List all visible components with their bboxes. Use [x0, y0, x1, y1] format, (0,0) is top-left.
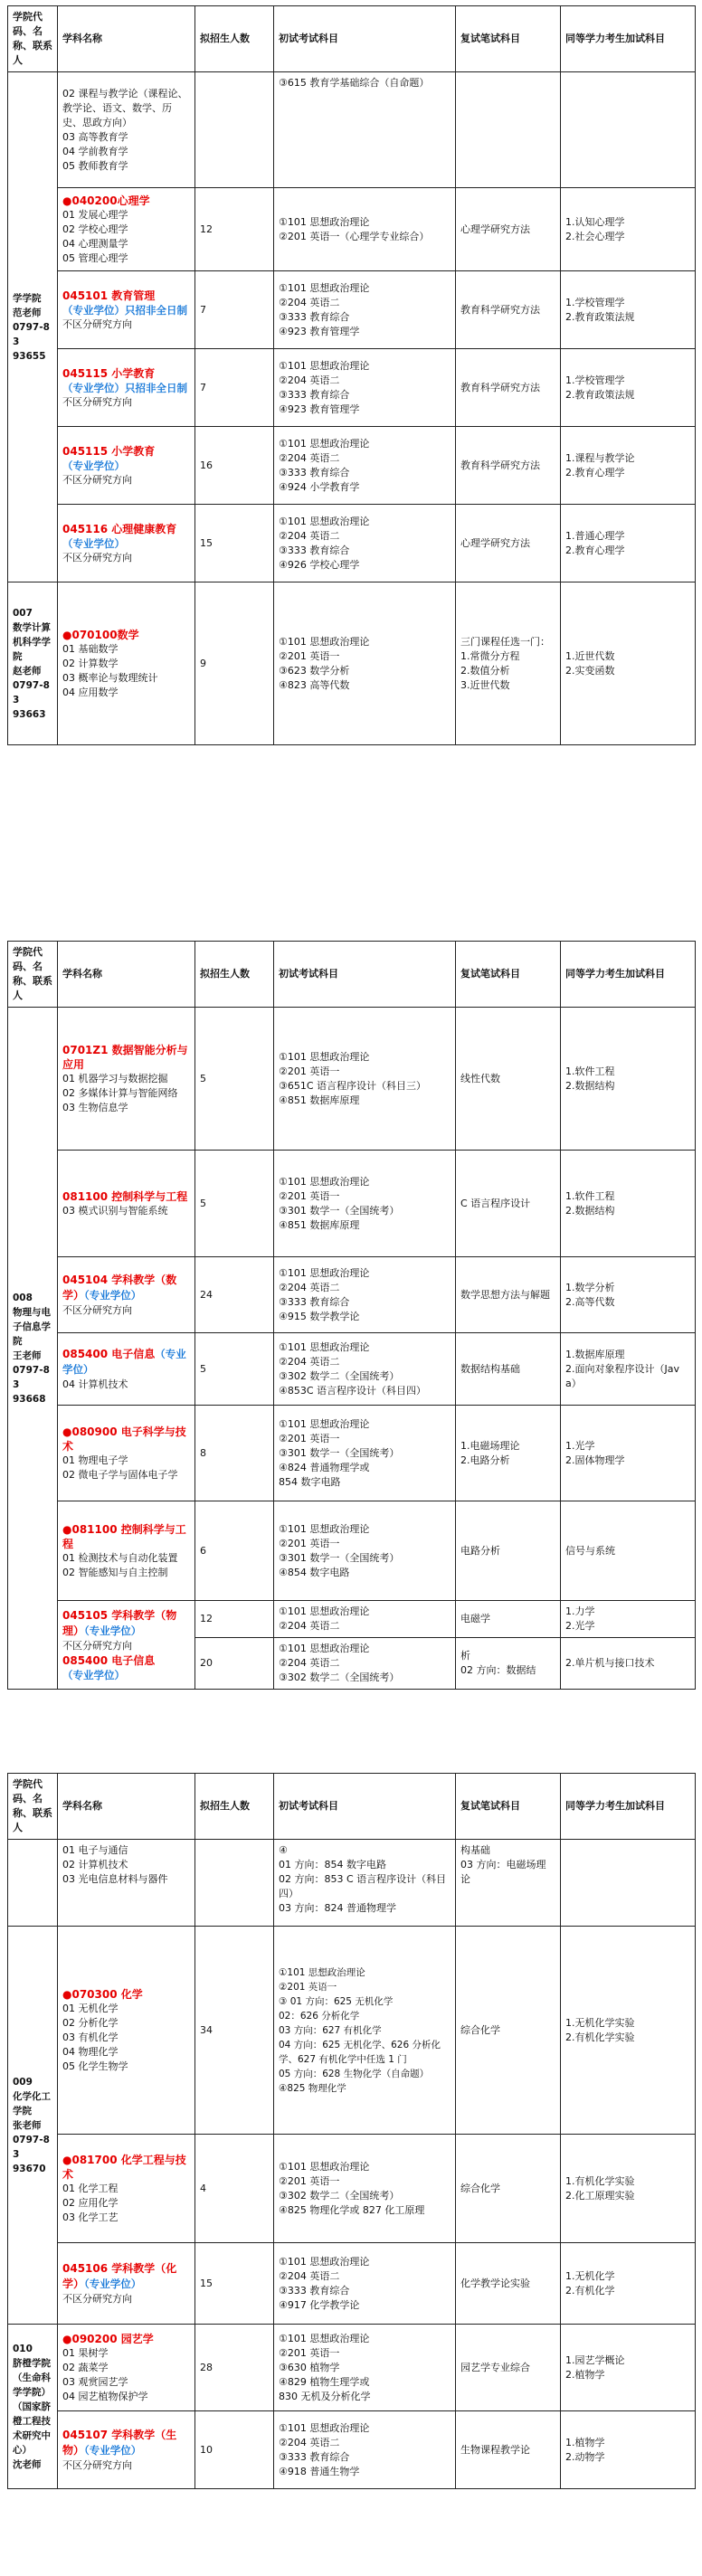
admissions-table-1	[7, 5, 696, 745]
table-row: 045115 小学教育 （专业学位）只招非全日制 不区分研究方向 7 ①101 思想政治理论 ②204 英语二 ③333 教育综合 ④923 教育管理学 教育科学研究方法 1.学校管理学 2.教育政策法规	[8, 349, 696, 427]
subject-cell: 045105 学科教学（物理）（专业学位） 不区分研究方向 085400 电子信息 （专业学位）	[58, 1601, 195, 1690]
table-row: 085400 电子信息（专业学位） 04 计算机技术 5 ①101 思想政治理论 ②204 英语二 ③302 数学二（全国统考） ④853C 语言程序设计（科目四） 数据结构基础 1.数据库原理 2.面向对象程序设计（Java）	[8, 1333, 696, 1406]
dept-cell: 学学院 范老师 0797-83 93655	[8, 72, 58, 582]
table-row	[8, 72, 696, 188]
table-row: ●080900 电子科学与技术 01 物理电子学 02 微电子学与固体电子学 8 ①101 思想政治理论 ②201 英语一 ③301 数学一（全国统考） ④824 普通物理学或 854 数字电路 1.电磁场理论 2.电路分析 1.光学 2.固体物理学	[8, 1406, 696, 1501]
header-dept: 学院代码、名称、联系人	[8, 6, 58, 72]
subject-cell: ●040200心理学 01 发展心理学 02 学校心理学 04 心理测量学 05 管理心理学	[58, 188, 195, 271]
header-row: 学院代码、名称、联系人 学科名称 拟招生人数 初试考试科目 复试笔试科目 同等学力考生加试科目	[8, 942, 696, 1008]
subject-cell: 045115 小学教育 （专业学位）只招非全日制 不区分研究方向	[58, 349, 195, 427]
table-row: ●081100 控制科学与工程 01 检测技术与自动化装置 02 智能感知与自主控制 6 ①101 思想政治理论 ②201 英语一 ③301 数学一（全国统考） ④854 数字电路 电路分析 信号与系统	[8, 1501, 696, 1601]
table-row: 045115 小学教育 （专业学位） 不区分研究方向 16 ①101 思想政治理论 ②204 英语二 ③333 教育综合 ④924 小学教育学 教育科学研究方法 1.课程与教学论 2.教育心理学	[8, 427, 696, 505]
page-1	[0, 5, 702, 745]
table-row: 081100 控制科学与工程 03 模式识别与智能系统 5 ①101 思想政治理论 ②201 英语一 ③301 数学一（全国统考） ④851 数据库原理 C 语言程序设计 1.软件工程 2.数据结构	[8, 1151, 696, 1257]
subject-cell: 02 课程与教学论（课程论、教学论、语文、数学、历史、思政方向） 03 高等教育学 04 学前教育学 05 教师教育学	[58, 72, 195, 188]
table-row: 045104 学科教学（数学）（专业学位） 不区分研究方向 24 ①101 思想政治理论 ②204 英语二 ③333 教育综合 ④915 数学教学论 数学思想方法与解题 1.数学分析 2.高等代数	[8, 1257, 696, 1333]
header-retest: 复试笔试科目	[456, 6, 561, 72]
header-quota: 拟招生人数	[195, 6, 274, 72]
subject-cell: ●081700 化学工程与技术 01 化学工程 02 应用化学 03 化学工艺	[58, 2135, 195, 2243]
subject-cell: 045101 教育管理 （专业学位）只招非全日制 不区分研究方向	[58, 271, 195, 349]
subject-cell: 081100 控制科学与工程 03 模式识别与智能系统	[58, 1151, 195, 1257]
page-3	[0, 1773, 702, 2489]
subject-cell: 045104 学科教学（数学）（专业学位） 不区分研究方向	[58, 1257, 195, 1333]
subject-cell: ●080900 电子科学与技术 01 物理电子学 02 微电子学与固体电子学	[58, 1406, 195, 1501]
table-row: 045116 心理健康教育 （专业学位） 不区分研究方向 15 ①101 思想政治理论 ②204 英语二 ③333 教育综合 ④926 学校心理学 心理学研究方法 1.普通心理学 2.教育心理学	[8, 505, 696, 582]
dept-cell: 007 数学计算机科学学院 赵老师 0797-83 93663	[8, 582, 58, 745]
subject-cell: 085400 电子信息（专业学位） 04 计算机技术	[58, 1333, 195, 1406]
exam-cell: ③615 教育学基础综合（自命题）	[274, 72, 456, 188]
table-row: 009 化学化工学院 张老师 0797-83 93670 ●070300 化学 01 无机化学 02 分析化学 03 有机化学 04 物理化学 05 化学生物学 34 ①101 思想政治理论 ②201 英语一 ③ 01 方向：625 无机化学 02：626 分析化学 03 方向：627 有机化学 04 方向：625 无机化学、626 分析化学、627 有机化学中任选 1 门 05 方向：628 生物化学（自命题） ④825 物理化学 综合化学 1.无机化学实验 2.有机化学实验	[8, 1927, 696, 2135]
dept-cell: 010 脐橙学院（生命科学学院）（国家脐橙工程技术研究中心） 沈老师	[8, 2325, 58, 2489]
header-row: 学院代码、名称、联系人 学科名称 拟招生人数 初试考试科目 复试笔试科目 同等学力考生加试科目	[8, 1774, 696, 1840]
subject-cell: 045106 学科教学（化学）（专业学位） 不区分研究方向	[58, 2243, 195, 2325]
subject-cell: ●070100数学 01 基础数学 02 计算数学 03 概率论与数理统计 04 应用数学	[58, 582, 195, 745]
table-row: 007 数学计算机科学学院 赵老师 0797-83 93663 ●070100数学 01 基础数学 02 计算数学 03 概率论与数理统计 04 应用数学 9 ①101 思想政治理论 ②201 英语一 ③623 数学分析 ④823 高等代数 三门课程任选一门： 1.常微分方程 2.数值分析 3.近世代数 1.近世代数 2.实变函数	[8, 582, 696, 745]
subject-cell: 045107 学科教学（生物）（专业学位） 不区分研究方向	[58, 2411, 195, 2489]
table-row: 045106 学科教学（化学）（专业学位） 不区分研究方向 15 ①101 思想政治理论 ②204 英语二 ③333 教育综合 ④917 化学教学论 化学教学论实验 1.无机化学 2.有机化学	[8, 2243, 696, 2325]
header-subject: 学科名称	[58, 6, 195, 72]
table-row: ●040200心理学 01 发展心理学 02 学校心理学 04 心理测量学 05 管理心理学 12 ①101 思想政治理论 ②201 英语一（心理学专业综合） 心理学研究方法 1.认知心理学 2.社会心理学	[8, 188, 696, 271]
admissions-table-2	[7, 941, 696, 1690]
table-row: ●081700 化学工程与技术 01 化学工程 02 应用化学 03 化学工艺 4 ①101 思想政治理论 ②201 英语一 ③302 数学二（全国统考） ④825 物理化学或 827 化工原理 综合化学 1.有机化学实验 2.化工原理实验	[8, 2135, 696, 2243]
subject-cell: ●090200 园艺学 01 果树学 02 蔬菜学 03 观赏园艺学 04 园艺植物保护学	[58, 2325, 195, 2411]
table-row: 045107 学科教学（生物）（专业学位） 不区分研究方向 10 ①101 思想政治理论 ②204 英语二 ③333 教育综合 ④918 普通生物学 生物课程教学论 1.植物学 2.动物学	[8, 2411, 696, 2489]
admissions-table-3	[7, 1773, 696, 2489]
subject-cell: 01 电子与通信 02 计算机技术 03 光电信息材料与器件	[58, 1840, 195, 1927]
subject-cell: 0701Z1 数据智能分析与应用 01 机器学习与数据挖掘 02 多媒体计算与智能网络 03 生物信息学	[58, 1008, 195, 1151]
subject-cell: ●070300 化学 01 无机化学 02 分析化学 03 有机化学 04 物理化学 05 化学生物学	[58, 1927, 195, 2135]
subject-cell: ●081100 控制科学与工程 01 检测技术与自动化装置 02 智能感知与自主控制	[58, 1501, 195, 1601]
subject-cell: 045115 小学教育 （专业学位） 不区分研究方向	[58, 427, 195, 505]
table-row: 008 物理与电子信息学院 王老师 0797-83 93668 0701Z1 数据智能分析与应用 01 机器学习与数据挖掘 02 多媒体计算与智能网络 03 生物信息学 5 ①101 思想政治理论 ②201 英语一 ③651C 语言程序设计（科目三） ④851 数据库原理 线性代数 1.软件工程 2.数据结构	[8, 1008, 696, 1151]
dept-cell: 009 化学化工学院 张老师 0797-83 93670	[8, 1927, 58, 2325]
table-row: 01 电子与通信 02 计算机技术 03 光电信息材料与器件 ④ 01 方向：854 数字电路 02 方向：853 C 语言程序设计（科目四） 03 方向：824 普通物理学 构基础 03 方向：电磁场理论	[8, 1840, 696, 1927]
subject-cell: 045116 心理健康教育 （专业学位） 不区分研究方向	[58, 505, 195, 582]
header-extra: 同等学力考生加试科目	[561, 6, 696, 72]
page-2	[0, 941, 702, 1690]
table-row: 045101 教育管理 （专业学位）只招非全日制 不区分研究方向 7 ①101 思想政治理论 ②204 英语二 ③333 教育综合 ④923 教育管理学 教育科学研究方法 1.学校管理学 2.教育政策法规	[8, 271, 696, 349]
table-row: 045105 学科教学（物理）（专业学位） 不区分研究方向 085400 电子信息 （专业学位） 12 ①101 思想政治理论 ②204 英语二 电磁学 1.力学 2.光学	[8, 1601, 696, 1638]
dept-cell: 008 物理与电子信息学院 王老师 0797-83 93668	[8, 1008, 58, 1690]
table-row: 20 ①101 思想政治理论 ②204 英语二 ③302 数学二（全国统考） 析 02 方向：数据结 2.单片机与接口技术	[8, 1638, 696, 1690]
header-exam: 初试考试科目	[274, 6, 456, 72]
table-row: 010 脐橙学院（生命科学学院）（国家脐橙工程技术研究中心） 沈老师 ●090200 园艺学 01 果树学 02 蔬菜学 03 观赏园艺学 04 园艺植物保护学 28 ①101 思想政治理论 ②201 英语一 ③630 植物学 ④829 植物生理学或 830 无机及分析化学 园艺学专业综合 1.园艺学概论 2.植物学	[8, 2325, 696, 2411]
header-row	[8, 6, 696, 72]
